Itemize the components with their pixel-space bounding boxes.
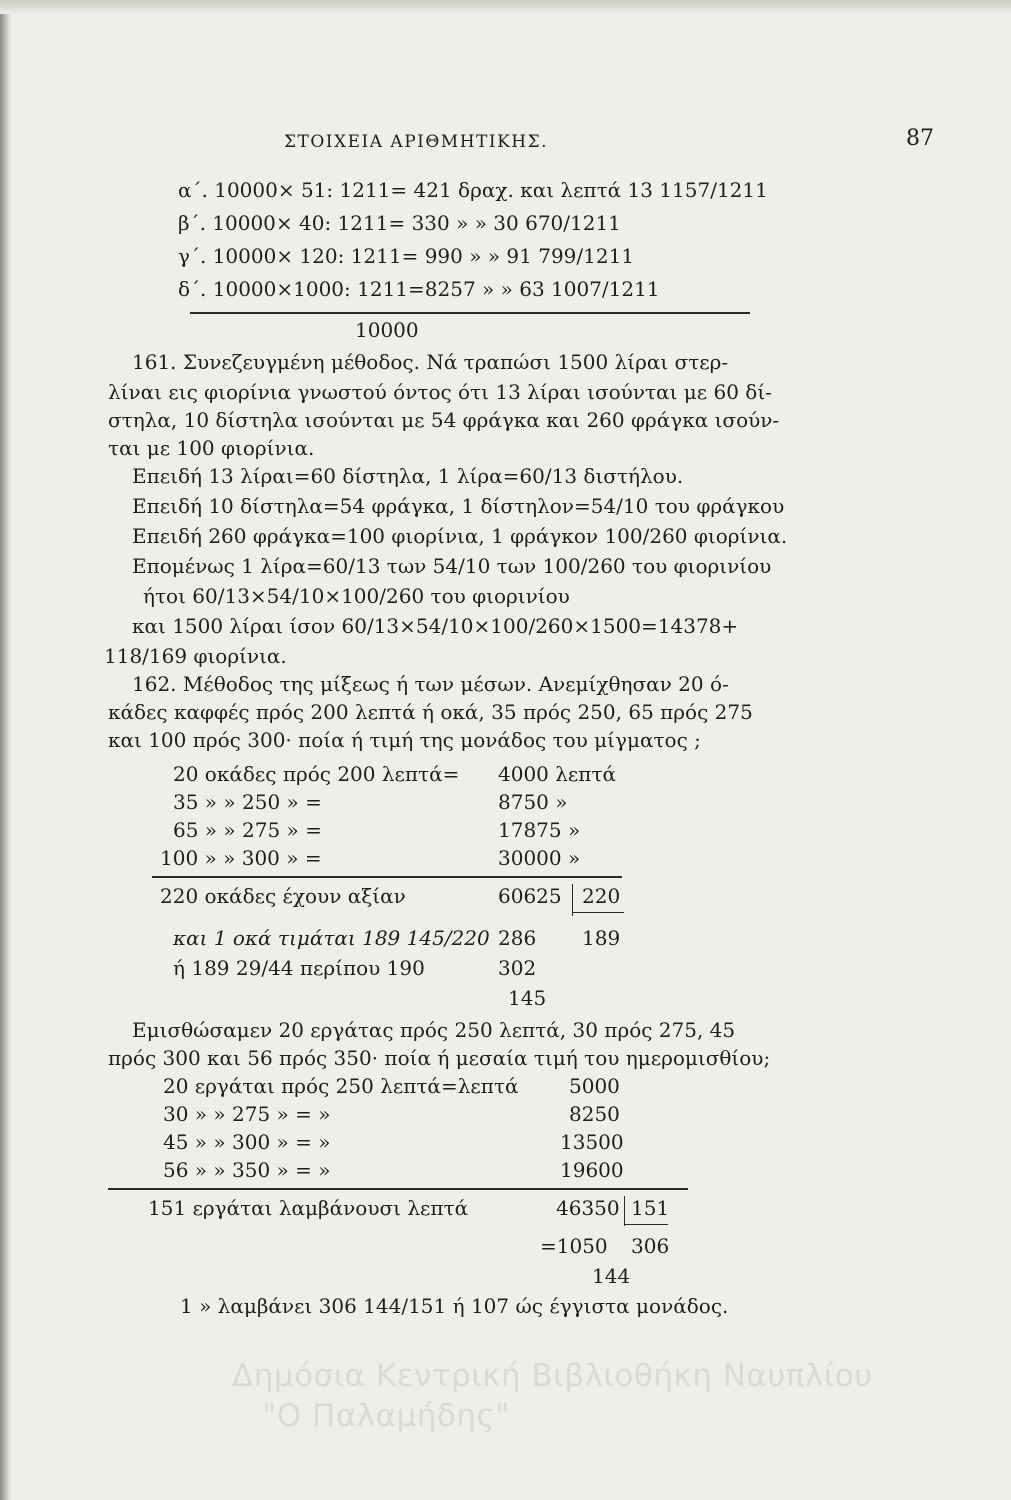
mix-total-value: 60625 xyxy=(498,884,562,908)
mix-divisor: 220 xyxy=(582,884,621,908)
calc-row-d: δ΄. 10000×1000: 1211=8257 » » 63 1007/1211 xyxy=(178,277,660,301)
running-header: ΣΤΟΙΧΕΙΑ ΑΡΙΘΜΗΤΙΚΗΣ. xyxy=(284,132,549,152)
division-step: 302 xyxy=(498,956,537,980)
division-step: 286 xyxy=(498,926,537,950)
final-result-line: 1 » λαμβάνει 306 144/151 ή 107 ώς έγγιστα μονάδος. xyxy=(180,1294,729,1318)
library-watermark-line2: "Ο Παλαμήδης" xyxy=(262,1398,510,1434)
division-bar xyxy=(624,1196,625,1226)
equation-line: Επειδή 10 δίστηλα=54 φράγκα, 1 δίστηλον=54/10 του φράγκου xyxy=(132,494,785,518)
equation-line: Επειδή 260 φράγκα=100 φιορίνια, 1 φράγκον 100/260 φιορίνια. xyxy=(132,524,788,548)
paragraph-line: 162. Μέθοδος της μίξεως ή των μέσων. Ανεμίχθησαν 20 ό- xyxy=(132,672,729,696)
paragraph-line: ται με 100 φιορίνια. xyxy=(108,436,315,460)
division-step: =1050 xyxy=(540,1234,608,1258)
paragraph-line: λίναι εις φιορίνια γνωστού όντος ότι 13 λίραι ισούνται με 60 δί- xyxy=(108,380,772,404)
equation-line: Επειδή 13 λίραι=60 δίστηλα, 1 λίρα=60/13 διστήλου. xyxy=(132,464,684,488)
sum-rule xyxy=(108,1188,688,1190)
wage-row-value: 19600 xyxy=(560,1158,624,1182)
wage-row-label: 45 » » 300 » = » xyxy=(163,1130,331,1154)
calc-row-b: β΄. 10000× 40: 1211= 330 » » 30 670/1211 xyxy=(178,211,621,235)
mix-row-value: 30000 » xyxy=(498,846,581,870)
paragraph-line: και 100 πρός 300· ποία ή τιμή της μονάδος του μίγματος ; xyxy=(108,728,701,752)
mix-quotient: 189 xyxy=(582,926,621,950)
paragraph-line: πρός 300 και 56 πρός 350· ποία ή μεσαία τιμή του ημερομισθίου; xyxy=(108,1046,771,1070)
calc-row-a: α΄. 10000× 51: 1211= 421 δραχ. και λεπτά 13 1157/1211 xyxy=(178,178,768,202)
paragraph-line: 161. Συνεζευγμένη μέθοδος. Νά τραπώσι 1500 λίραι στερ- xyxy=(132,350,729,374)
calc-row-c: γ΄. 10000× 120: 1211= 990 » » 91 799/1211 xyxy=(178,244,635,268)
equation-line: ήτοι 60/13×54/10×100/260 του φιορινίου xyxy=(143,584,570,608)
wage-row-value: 5000 xyxy=(569,1074,620,1098)
wage-row-value: 13500 xyxy=(560,1130,624,1154)
equation-line: και 1500 λίραι ίσον 60/13×54/10×100/260×1500=14378+ xyxy=(132,614,739,638)
division-rule xyxy=(624,1224,668,1225)
division-rule xyxy=(572,912,624,913)
mix-total-label: 220 οκάδες έχουν αξίαν xyxy=(160,884,406,908)
sum-rule xyxy=(152,876,622,878)
calc-total: 10000 xyxy=(355,318,419,342)
paragraph-line: Εμισθώσαμεν 20 εργάτας πρός 250 λεπτά, 30 πρός 275, 45 xyxy=(132,1018,736,1042)
equation-line: 118/169 φιορίνια. xyxy=(104,644,287,668)
division-remainder: 145 xyxy=(508,986,547,1010)
paragraph-line: στηλα, 10 δίστηλα ισούνται με 54 φράγκα και 260 φράγκα ισούν- xyxy=(108,408,780,432)
wage-row-label: 56 » » 350 » = » xyxy=(163,1158,331,1182)
wage-row-label: 30 » » 275 » = » xyxy=(163,1102,331,1126)
wage-quotient: 306 xyxy=(631,1234,670,1258)
division-remainder: 144 xyxy=(592,1264,631,1288)
mix-row-label: 100 » » 300 » = xyxy=(160,846,322,870)
mix-row-label: 65 » » 275 » = xyxy=(173,818,322,842)
mix-price-line: και 1 οκά τιμάται 189 145/220 xyxy=(173,926,490,950)
sum-rule xyxy=(190,312,750,314)
mix-row-value: 4000 λεπτά xyxy=(498,762,617,786)
library-watermark-line1: Δημόσια Κεντρική Βιβλιοθήκη Ναυπλίου xyxy=(232,1358,873,1394)
page-edge-shadow xyxy=(0,0,12,1500)
mix-row-label: 20 οκάδες πρός 200 λεπτά= xyxy=(173,762,460,786)
wage-divisor: 151 xyxy=(631,1196,670,1220)
mix-row-value: 8750 » xyxy=(498,790,568,814)
wage-row-label: 20 εργάται πρός 250 λεπτά=λεπτά xyxy=(163,1074,519,1098)
wage-total-label: 151 εργάται λαμβάνουσι λεπτά xyxy=(148,1196,469,1220)
page-number: 87 xyxy=(906,126,934,151)
equation-line: Επομένως 1 λίρα=60/13 των 54/10 των 100/260 του φιορινίου xyxy=(132,554,772,578)
mix-row-value: 17875 » xyxy=(498,818,581,842)
paragraph-line: κάδες καφφές πρός 200 λεπτά ή οκά, 35 πρός 250, 65 πρός 275 xyxy=(108,700,753,724)
wage-row-value: 8250 xyxy=(569,1102,620,1126)
mix-row-label: 35 » » 250 » = xyxy=(173,790,322,814)
wage-total-value: 46350 xyxy=(556,1196,620,1220)
mix-approx-line: ή 189 29/44 περίπου 190 xyxy=(173,956,425,980)
page-top-shadow xyxy=(0,0,1011,14)
